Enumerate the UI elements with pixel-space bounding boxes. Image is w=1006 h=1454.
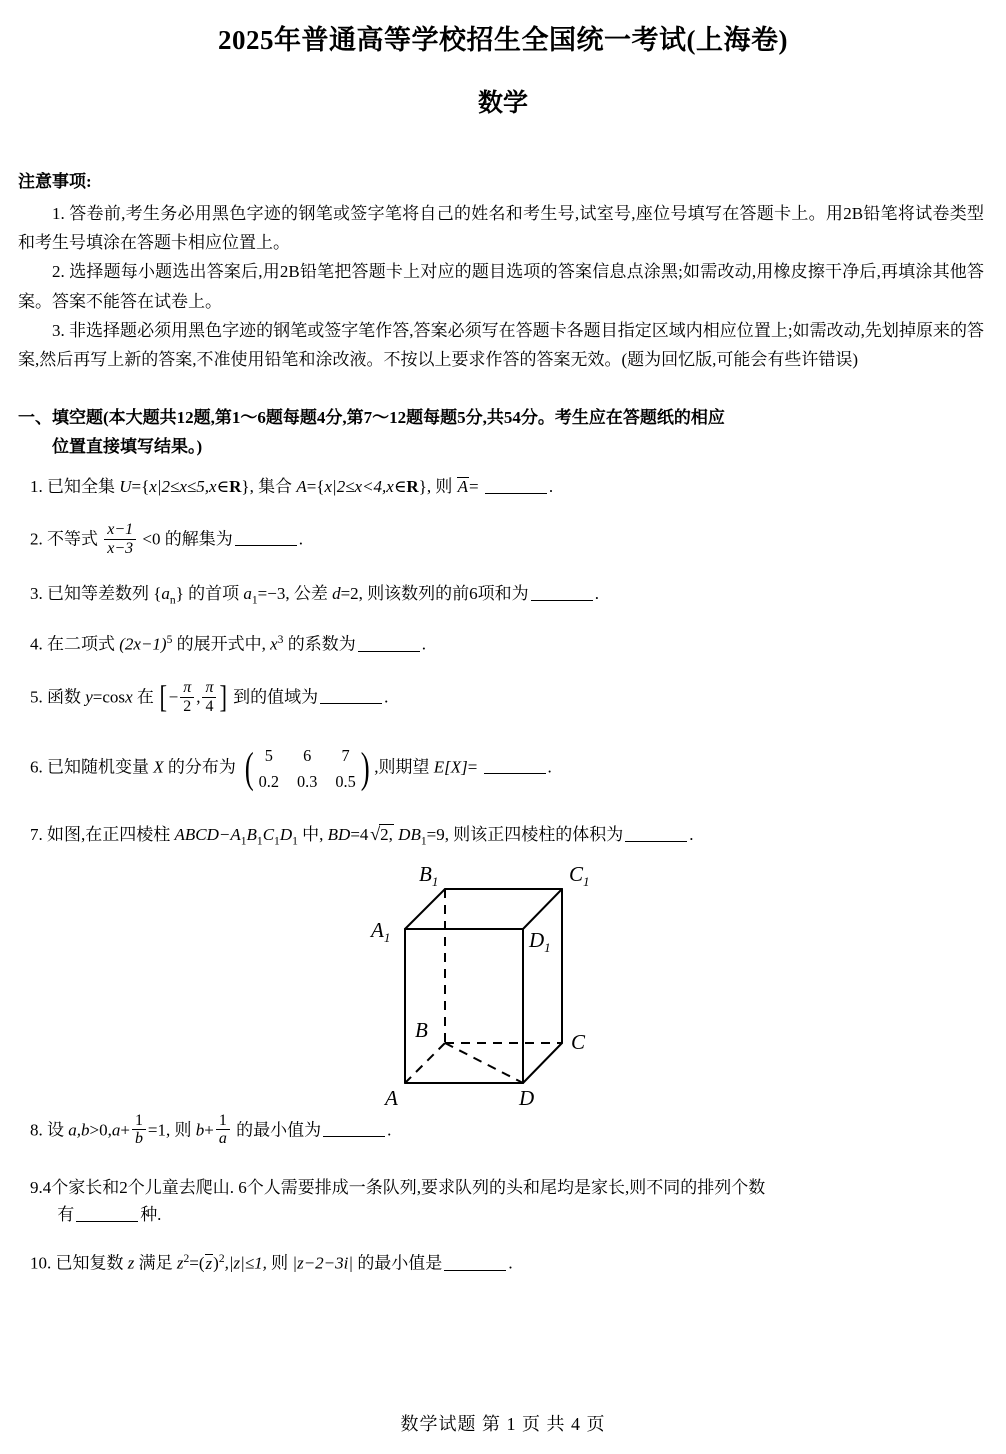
question-6-prob-cell: 0.3 xyxy=(296,772,318,791)
question-6-value-cell: 5 xyxy=(264,745,273,765)
question-4-term-exponent: 3 xyxy=(277,632,284,646)
cuboid-figure xyxy=(30,857,984,1109)
question-6-period: . xyxy=(547,757,552,777)
question-8-text-a: 设 xyxy=(47,1119,64,1139)
question-8-frac1-denominator: b xyxy=(132,1129,146,1148)
label-D1: $D_1$ xyxy=(529,927,551,955)
question-10 xyxy=(30,1250,984,1277)
question-5-answer-blank[interactable] xyxy=(320,703,382,704)
edge-C1-D1 xyxy=(523,889,562,929)
question-2-inequality: <0 xyxy=(142,529,161,549)
question-8-positive-condition: >0, xyxy=(89,1119,112,1139)
question-5-function-symbol: y xyxy=(85,687,93,707)
question-7-text-c: 则该正四棱柱的体积为 xyxy=(453,825,624,845)
question-8-fraction-2 xyxy=(216,1112,230,1149)
question-4-answer-blank[interactable] xyxy=(358,651,420,652)
question-3-text-b: 的首项 xyxy=(188,583,240,603)
question-6-value-cell: 7 xyxy=(341,745,350,765)
question-3-first-term-symbol: a xyxy=(243,583,252,603)
question-1-reals-b: R xyxy=(406,476,419,496)
question-7-text-a: 如图,在正四棱柱 xyxy=(47,825,171,845)
question-4-binomial-expression: (2x−1) xyxy=(119,634,167,654)
label-B1: $B_1$ xyxy=(419,861,439,889)
question-1-comma-b: , xyxy=(426,476,432,496)
question-3-difference-symbol: d xyxy=(332,583,341,603)
question-7-db1-value: =9, xyxy=(426,825,449,845)
question-5-cos-operator: cos xyxy=(102,687,126,707)
question-9-number: 9. xyxy=(30,1178,43,1198)
question-8-frac1-numerator: 1 xyxy=(134,1111,143,1129)
question-1-brace-open-b: { xyxy=(316,476,325,496)
edge-B-A xyxy=(405,1043,445,1083)
question-10-z-squared: z xyxy=(176,1253,184,1273)
question-6-random-variable: X xyxy=(153,757,164,777)
question-6-text-a: 已知随机变量 xyxy=(47,757,149,777)
diagonal-B-D xyxy=(445,1043,523,1083)
question-8-period: . xyxy=(387,1119,392,1139)
question-10-period: . xyxy=(508,1253,513,1273)
question-7-sqrt-body: 2, xyxy=(380,825,393,845)
question-2-answer-blank[interactable] xyxy=(235,545,297,546)
radical-icon: √ xyxy=(370,824,381,845)
question-8 xyxy=(30,1113,984,1150)
label-B: B xyxy=(415,1017,428,1042)
question-7-text-b: 中, xyxy=(302,825,324,845)
solid-edges xyxy=(405,889,562,1083)
question-5-interval-lower xyxy=(180,679,194,716)
question-7-bd-value: =4 xyxy=(350,825,369,845)
question-8-fraction-1 xyxy=(132,1112,146,1149)
question-10-text-c: 则 xyxy=(271,1253,289,1273)
question-6-expectation-symbol: E xyxy=(433,757,445,777)
question-6-expectation-arg: [X] xyxy=(444,757,468,777)
question-6-answer-blank[interactable] xyxy=(484,773,546,774)
question-7-number: 7. xyxy=(30,825,43,845)
question-5-number: 5. xyxy=(30,687,43,707)
question-4-binomial-exponent: 5 xyxy=(166,632,173,646)
question-9-answer-blank[interactable] xyxy=(76,1221,138,1222)
question-7-solid-name: ABCD−A xyxy=(174,825,241,845)
subject-title: 数学 xyxy=(477,90,528,117)
question-4-text-c: 的系数为 xyxy=(287,634,356,654)
hidden-edges xyxy=(405,889,562,1083)
question-7-solid-sub-2: 1 xyxy=(256,834,263,848)
question-10-paren-open: ( xyxy=(198,1253,205,1273)
notice-heading: 注意事项: xyxy=(18,172,92,191)
question-8-plus-b: + xyxy=(204,1119,214,1139)
question-1-brace-close-b: } xyxy=(418,476,427,496)
question-7-solid-d: D xyxy=(279,825,293,845)
question-7-db1-symbol: DB xyxy=(398,825,421,845)
question-5-minus: − xyxy=(168,687,179,707)
section-header-line1: 一、填空题(本大题共12题,第1～6题每题4分,第7～12题每题5分,共54分。考生应在答题纸的相应 xyxy=(18,408,725,428)
question-2-fraction-denominator: x−3 xyxy=(104,539,136,558)
notice-item-1: 1. 答卷前,考生务必用黑色字迹的钢笔或签字笔将自己的姓名和考生号,试室号,座位号填写在答题卡上。用2B铅笔将试卷类型和考生号填涂在答题卡相应位置上。 xyxy=(18,204,984,253)
question-5-interval-separator: , xyxy=(196,687,201,707)
question-6-distribution-matrix xyxy=(242,743,372,795)
question-5-lower-denominator: 2 xyxy=(180,697,194,716)
notice-block xyxy=(0,167,1006,374)
question-3-brace-open: { xyxy=(153,583,162,603)
question-1-brace-open-a: { xyxy=(141,476,150,496)
question-10-modulus-condition: ,|z|≤1, xyxy=(224,1253,267,1273)
question-3-text-c: 公差 xyxy=(293,583,328,603)
question-2-fraction-numerator: x−1 xyxy=(107,520,134,538)
question-5-text-c: 到的值域为 xyxy=(233,687,319,707)
question-6-paren-open: ( xyxy=(244,743,254,792)
question-list xyxy=(0,474,1006,1278)
label-C: C xyxy=(571,1029,586,1054)
label-D: D xyxy=(519,1085,535,1109)
question-5-variable: x xyxy=(125,687,133,707)
question-1-eq-b: = xyxy=(306,476,317,496)
question-8-text-c: 的最小值为 xyxy=(236,1119,322,1139)
question-8-var-b: b xyxy=(195,1119,205,1139)
question-7-solid-sub-3: 1 xyxy=(274,834,280,848)
edge-A1-B1 xyxy=(405,889,445,929)
question-6-eq: = xyxy=(467,757,478,777)
question-10-answer-blank[interactable] xyxy=(444,1270,506,1271)
question-4-text-b: 的展开式中, xyxy=(176,634,266,654)
question-7-solid-sub-1: 1 xyxy=(240,834,247,848)
exam-page xyxy=(0,18,1006,1454)
question-10-eq: = xyxy=(189,1253,199,1273)
question-10-number: 10. xyxy=(30,1253,52,1273)
question-2-text-b: 的解集为 xyxy=(164,529,233,549)
question-10-paren-close: ) xyxy=(213,1253,219,1273)
question-8-variables: a,b xyxy=(68,1119,90,1139)
question-1-text-a: 已知全集 xyxy=(47,476,115,496)
question-7-period: . xyxy=(689,825,694,845)
question-1-answer-blank[interactable] xyxy=(485,493,547,494)
question-4-term-symbol: x xyxy=(270,634,278,654)
question-1-text-c: 则 xyxy=(435,476,453,496)
question-1-set-b: x|2≤x<4,x∈ xyxy=(324,476,407,496)
label-A1: $A_1$ xyxy=(371,917,391,945)
question-5-text-a: 函数 xyxy=(47,687,81,707)
question-3-text-a: 已知等差数列 xyxy=(47,583,149,603)
question-8-constraint: =1, xyxy=(147,1119,171,1139)
question-8-answer-blank[interactable] xyxy=(323,1136,385,1137)
question-1-set-a: x|2≤x≤5,x∈ xyxy=(149,476,230,496)
question-5-eq: = xyxy=(92,687,103,707)
question-3-first-term-index: 1 xyxy=(251,593,258,607)
question-4-text-a: 在二项式 xyxy=(47,634,115,654)
question-1-brace-close-a: } xyxy=(241,476,250,496)
question-1-eq-a: = xyxy=(131,476,142,496)
question-3-first-term-value: =−3, xyxy=(257,583,290,603)
question-5-bracket-open: [ xyxy=(159,679,168,714)
question-6-text-b: 的分布为 xyxy=(167,757,236,777)
question-5-upper-numerator: π xyxy=(205,678,214,696)
question-7-solid-sub-4: 1 xyxy=(292,834,298,848)
question-1-reals-a: R xyxy=(229,476,242,496)
question-1-eq-c: = xyxy=(469,476,479,496)
question-4-period: . xyxy=(421,634,426,654)
question-5-upper-denominator: 4 xyxy=(202,697,216,716)
page-title: 2025年普通高等学校招生全国统一考试(上海卷) xyxy=(218,25,788,55)
section-header-line2: 位置直接填写结果。) xyxy=(52,436,203,456)
question-10-conjugate-symbol: z xyxy=(205,1253,213,1273)
question-9 xyxy=(30,1175,984,1228)
question-3-answer-blank[interactable] xyxy=(531,600,593,601)
question-6-prob-cell: 0.2 xyxy=(258,772,279,791)
question-6-number: 6. xyxy=(30,757,43,777)
question-10-conjugate-exponent: 2 xyxy=(218,1252,225,1266)
question-5-text-b: 在 xyxy=(136,687,154,707)
question-2-number: 2. xyxy=(30,529,43,549)
question-10-text-a: 已知复数 xyxy=(55,1253,124,1273)
section-header xyxy=(0,404,1006,461)
question-10-text-d: 的最小值是 xyxy=(357,1253,443,1273)
question-7-answer-blank[interactable] xyxy=(625,841,687,842)
question-6-matrix-grid xyxy=(257,743,358,795)
question-10-target-expression: |z−2−3i| xyxy=(292,1253,354,1273)
question-1-period: . xyxy=(548,476,554,496)
question-4 xyxy=(30,631,984,658)
question-10-z-exponent: 2 xyxy=(183,1252,190,1266)
question-3-number: 3. xyxy=(30,583,43,603)
question-9-text-post: 种. xyxy=(140,1204,162,1224)
label-A: A xyxy=(385,1085,398,1109)
question-9-text-line1: 4个家长和2个儿童去爬山. 6个人需要排成一条队列,要求队列的头和尾均是家长,则不同的排列个数 xyxy=(42,1178,766,1198)
question-1-complement-symbol: A xyxy=(457,476,469,496)
question-1-text-b: 集合 xyxy=(258,476,293,496)
question-5-bracket-close: ] xyxy=(219,679,228,714)
question-7-solid-b: B xyxy=(246,825,257,845)
question-1-comma-a: , xyxy=(249,476,254,496)
question-10-complex-symbol: z xyxy=(127,1253,135,1273)
question-5-lower-numerator: π xyxy=(183,678,192,696)
question-1-set-symbol: A xyxy=(296,476,307,496)
question-7 xyxy=(30,820,984,850)
question-7-bd-symbol: BD xyxy=(327,825,351,845)
question-8-var-a: a xyxy=(111,1119,121,1139)
question-4-number: 4. xyxy=(30,634,43,654)
question-5-period: . xyxy=(384,687,389,707)
question-3 xyxy=(30,581,984,609)
question-5 xyxy=(30,680,984,717)
question-5-interval-upper xyxy=(202,679,216,716)
question-6-prob-cell: 0.5 xyxy=(335,772,356,791)
question-8-text-b: 则 xyxy=(174,1119,192,1139)
question-3-period: . xyxy=(594,583,599,603)
question-2-period: . xyxy=(298,529,303,549)
question-6-value-cell: 6 xyxy=(303,745,312,765)
question-3-sequence-index: n xyxy=(169,593,176,607)
question-3-brace-close: } xyxy=(175,583,184,603)
edge-D-C xyxy=(523,1043,562,1083)
question-1-universe-symbol: U xyxy=(119,476,132,496)
question-6-text-c: ,则期望 xyxy=(374,757,430,777)
question-9-line2 xyxy=(30,1202,984,1228)
question-3-sequence-symbol: a xyxy=(161,583,170,603)
cuboid-svg xyxy=(357,857,657,1109)
page-footer: 数学试题 第 1 页 共 4 页 xyxy=(400,1414,606,1434)
question-7-sqrt xyxy=(368,820,394,848)
question-7-solid-c: C xyxy=(262,825,275,845)
question-8-plus-a: + xyxy=(120,1119,130,1139)
question-8-frac2-numerator: 1 xyxy=(218,1111,227,1129)
question-3-text-d: 则该数列的前6项和为 xyxy=(367,583,529,603)
question-6 xyxy=(30,743,984,795)
question-6-paren-close: ) xyxy=(360,743,370,792)
vertex-labels xyxy=(369,862,590,1109)
question-7-db1-index: 1 xyxy=(420,834,427,848)
question-2 xyxy=(30,522,984,559)
question-9-text-pre: 有 xyxy=(57,1204,75,1224)
question-8-frac2-denominator: a xyxy=(216,1129,230,1148)
notice-item-3: 3. 非选择题必须用黑色字迹的钢笔或签字笔作答,答案必须写在答题卡各题目指定区域内相应位置上;如需改动,先划掉原来的答案,然后再写上新的答案,不准使用铅笔和涂改液。不按以上要求作答的答案无效。(题为回忆版,可能会有些许错误) xyxy=(18,320,984,370)
question-3-difference-value: =2, xyxy=(340,583,363,603)
question-2-text-a: 不等式 xyxy=(47,529,98,549)
question-1 xyxy=(30,474,984,500)
question-2-fraction xyxy=(104,521,136,558)
question-10-text-b: 满足 xyxy=(138,1253,173,1273)
notice-item-2: 2. 选择题每小题选出答案后,用2B铅笔把答题卡上对应的题目选项的答案信息点涂黑;如需改动,用橡皮擦干净后,再填涂其他答案。答案不能答在试卷上。 xyxy=(18,262,984,311)
label-C1: $C_1$ xyxy=(569,861,590,889)
question-1-number: 1. xyxy=(30,476,43,496)
question-8-number: 8. xyxy=(30,1119,43,1139)
